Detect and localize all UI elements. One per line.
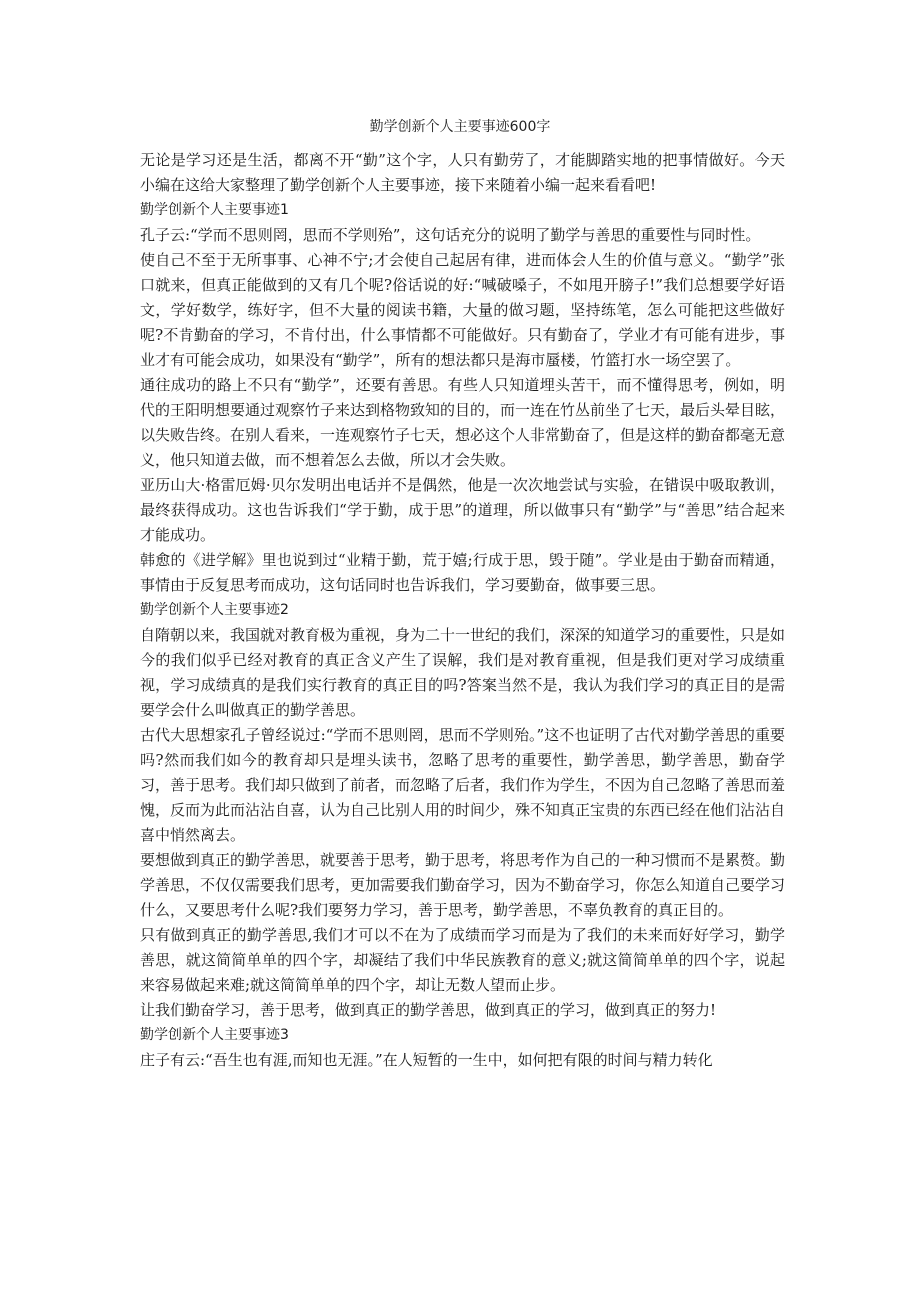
section-heading: 勤学创新个人主要事迹1 (140, 202, 289, 218)
body-paragraph: 孔子云:“学而不思则罔，思而不学则殆”，这句话充分的说明了勤学与善思的重要性与同时性。 (140, 226, 761, 244)
body-paragraph: 庄子有云:“吾生也有涯,而知也无涯。”在人短暂的一生中，如何把有限的时间与精力转化 (140, 1051, 713, 1069)
body-paragraph: 自隋朝以来，我国就对教育极为重视，身为二十一世纪的我们，深深的知道学习的重要性，只是如今的我们似乎已经对教育的真正含义产生了误解，我们是对教育重视，但是我们更对学习成绩重视，学习成绩真的是我们实行教育的真正目的吗?答案当然不是，我认为我们学习的真正目的是需要学会什么叫做真正的勤学善思。 (140, 626, 786, 719)
body-paragraph: 无论是学习还是生活，都离不开“勤”这个字，人只有勤劳了，才能脚踏实地的把事情做好。今天小编在这给大家整理了勤学创新个人主要事迹，接下来随着小编一起来看看吧! (140, 151, 785, 194)
section-heading: 勤学创新个人主要事迹3 (140, 1027, 289, 1043)
body-paragraph: 让我们勤奋学习，善于思考，做到真正的勤学善思，做到真正的学习，做到真正的努力! (140, 1001, 717, 1019)
section-heading: 勤学创新个人主要事迹2 (140, 602, 289, 618)
body-paragraph: 使自己不至于无所事事、心神不宁;才会使自己起居有律，进而体会人生的价值与意义。“勤学”张口就来，但真正能做到的又有几个呢?俗话说的好:“喊破嗓子，不如甩开膀子!”我们总想要学好语文，学好数学，练好字，但不大量的阅读书籍，大量的做习题，坚持练笔，怎么可能把这些做好呢?不肯勤奋的学习，不肯付出，什么事情都不可能做好。只有勤奋了，学业才有可能有进步，事业才有可能会成功，如果没有“勤学”，所有的想法都只是海市蜃楼，竹篮打水一场空罢了。 (140, 251, 785, 369)
body-paragraph: 只有做到真正的勤学善思,我们才可以不在为了成绩而学习而是为了我们的未来而好好学习，勤学善思，就这简简单单的四个字，却凝结了我们中华民族教育的意义;就这简简单单的四个字，说起来容易做起来难;就这简简单单的四个字，却让无数人望而止步。 (140, 926, 785, 994)
body-paragraph: 要想做到真正的勤学善思，就要善于思考，勤于思考，将思考作为自己的一种习惯而不是累赘。勤学善思，不仅仅需要我们思考，更加需要我们勤奋学习，因为不勤奋学习，你怎么知道自己要学习什么，又要思考什么呢?我们要努力学习，善于思考，勤学善思，不辜负教育的真正目的。 (140, 851, 786, 919)
document-title: 勤学创新个人主要事迹600字 (369, 119, 551, 135)
body-paragraph: 亚历山大·格雷厄姆·贝尔发明出电话并不是偶然，他是一次次地尝试与实验，在错误中吸取教训，最终获得成功。这也告诉我们“学于勤，成于思”的道理，所以做事只有“勤学”与“善思”结合起来才能成功。 (140, 476, 785, 544)
body-paragraph: 韩愈的《进学解》里也说到过“业精于勤，荒于嬉;行成于思，毁于随”。学业是由于勤奋而精通，事情由于反复思考而成功，这句话同时也告诉我们，学习要勤奋，做事要三思。 (140, 551, 785, 594)
body-paragraph: 通往成功的路上不只有“勤学”，还要有善思。有些人只知道埋头苦干，而不懂得思考，例如，明代的王阳明想要通过观察竹子来达到格物致知的目的，而一连在竹丛前坐了七天，最后头晕目眩，以失败告终。在别人看来，一连观察竹子七天，想必这个人非常勤奋了，但是这样的勤奋都毫无意义，他只知道去做，而不想着怎么去做，所以才会失败。 (140, 376, 786, 469)
document-body (140, 148, 785, 1073)
body-paragraph: 古代大思想家孔子曾经说过:“学而不思则罔，思而不学则殆。”这不也证明了古代对勤学善思的重要吗?然而我们如今的教育却只是埋头读书，忽略了思考的重要性，勤学善思，勤学善思，勤奋学习，善于思考。我们却只做到了前者，而忽略了后者，我们作为学生，不因为自己忽略了善思而羞愧，反而为此而沾沾自喜，认为自己比别人用的时间少，殊不知真正宝贵的东西已经在他们沾沾自喜中悄然离去。 (140, 726, 786, 844)
